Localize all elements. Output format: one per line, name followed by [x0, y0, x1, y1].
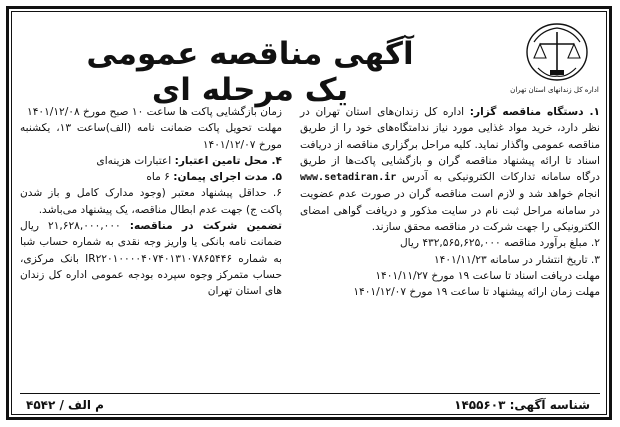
bid-deadline-line: مهلت زمان ارائه پیشنهاد تا ساعت ۱۹ مورخ ۱۴۰۱/۱۲/۰۷: [353, 286, 600, 299]
opening-time-line: زمان بازگشایی پاکت ها ساعت ۱۰ صبح مورخ ۱۴۰۱/۱۲/۰۸: [27, 106, 282, 118]
guarantee-text: ۲۱,۶۲۸,۰۰۰,۰۰۰ ریال ضمانت نامه بانکی یا واریز وجه نقدی به شماره حساب شبا به شماره IR۲۲۰۱۰۰۰۰۴۰۷۴۰۱۳۱۰۷۸۶۵۴۴۶ بانک مرکزی، حساب متمرکز وجوه سپرده بودجه عمومی اداره کل زندان های استان تهران: [20, 220, 282, 298]
item-1-paragraph: [300, 104, 600, 235]
notice-title: آگهی مناقصه عمومی یک مرحله ای: [86, 36, 414, 108]
guarantee-label: تضمین شرکت در مناقصه:: [129, 220, 283, 233]
ad-code: م الف / ۴۵۴۲: [26, 398, 104, 412]
right-column: [300, 104, 600, 301]
estimate-line: ۲. مبلغ برآورد مناقصه ۴۳۲,۵۶۵,۶۲۵,۰۰۰ ریال: [399, 237, 600, 250]
duration-label: ۵. مدت اجرای پیمان:: [173, 171, 282, 184]
item-1-text: اداره کل زندان‌های استان تهران در نظر دارد، خرید مواد غذایی مورد نیاز ندامتگاه‌های خود را از طریق مناقصه عمومی واگذار نماید. کلیه مراحل برگزاری مناقصه از دریافت اسناد تا ارائه پیشنهاد مناقصه گران و بازگشایی پاکت‌ها از طریق درگاه سامانه تدارکات الکترونیکی به آدرس: [300, 106, 601, 184]
footer-divider: [20, 393, 600, 394]
judiciary-emblem-icon: [520, 20, 594, 84]
publish-date-line: ۳. تاریخ انتشار در سامانه ۱۴۰۱/۱۱/۲۳: [433, 253, 600, 266]
guarantee-deadline-line: مهلت تحویل پاکت ضمانت نامه (الف)ساعت ۱۳، یکشنبه مورخ ۱۴۰۱/۱۲/۰۷: [20, 122, 283, 151]
organization-caption: اداره کل زندانهای استان تهران: [510, 86, 599, 94]
credit-value: اعتبارات هزینه‌ای: [96, 154, 172, 167]
docs-deadline-line: مهلت دریافت اسناد تا ساعت ۱۹ مورخ ۱۴۰۱/۱۱/۲۷: [375, 269, 600, 282]
website-link[interactable]: www.setadiran.ir: [300, 172, 397, 184]
credit-line: [20, 153, 282, 169]
credit-label: ۴. محل تامین اعتبار:: [174, 154, 282, 167]
guarantee-paragraph: [20, 218, 282, 299]
item-1-text-2: انجام خواهد شد و لازم است مناقصه گران در صورت عدم عضویت در سامانه مراحل ثبت نام در سایت مذکور و دریافت گواهی امضای الکترونیکی را جهت شرکت در مناقصه محقق سازند.: [300, 188, 600, 234]
left-column: [20, 104, 282, 300]
item-1-label: ۱. دستگاه مناقصه گزار:: [469, 106, 600, 118]
duration-value: ۶ ماه: [146, 171, 170, 184]
duration-line: [20, 169, 282, 185]
min-bids-line: ۶. حداقل پیشنهاد معتبر (وجود مدارک کامل و باز شدن پاکت ج) جهت عدم ابطال مناقصه، یک پیشنهاد می‌باشد.: [20, 187, 282, 216]
ad-id: شناسه آگهی: ۱۴۵۵۶۰۳: [454, 398, 590, 412]
